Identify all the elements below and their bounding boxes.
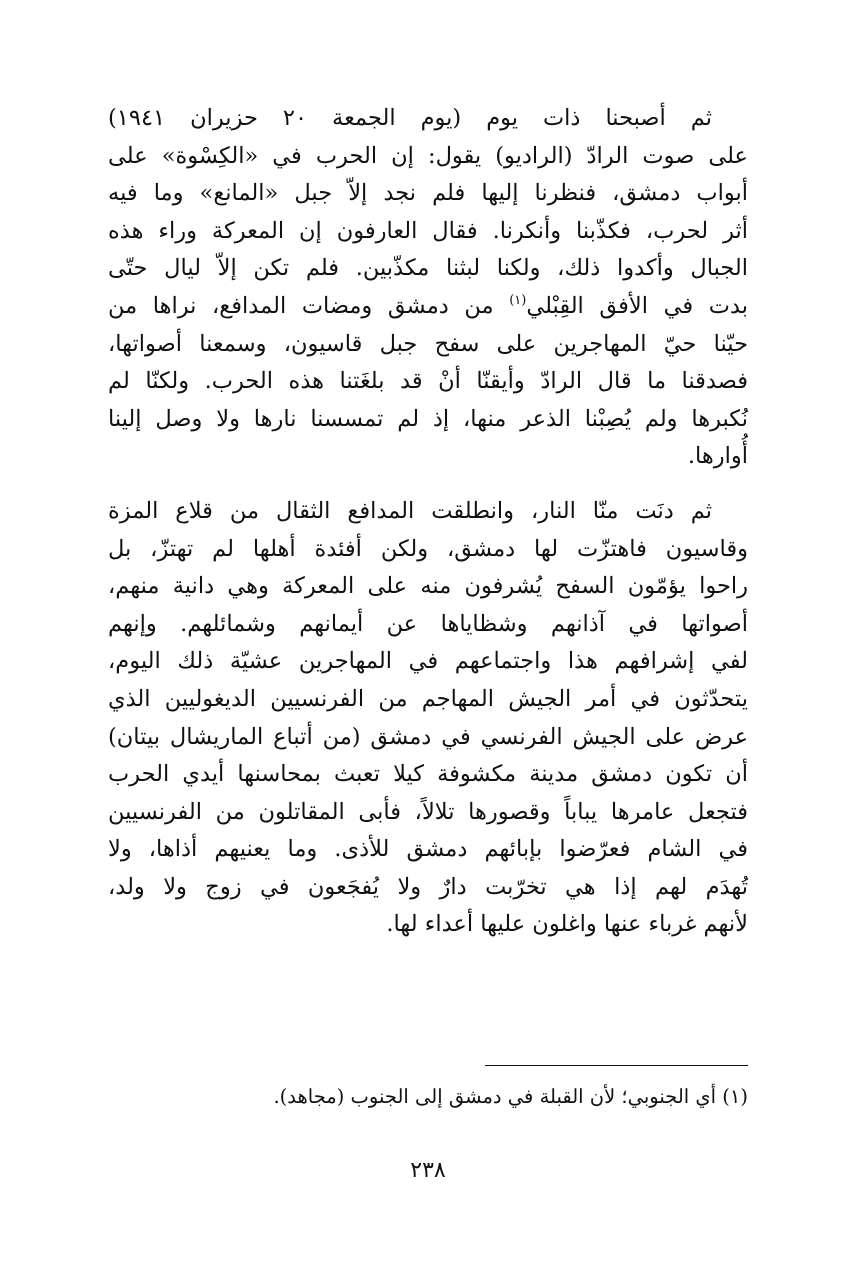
text-line: فتجعل عامرها يباباً وقصورها تلالاً، فأبى المقاتلون من الفرنسيين <box>108 798 748 825</box>
text-line: لأنهم غرباء عنها واغلون عليها أعداء لها. <box>386 911 748 938</box>
text-line: أثر لحرب، فكذّبنا وأنكرنا. فقال العارفون إن المعركة وراء هذه <box>108 217 748 244</box>
paragraph-1 <box>108 100 748 476</box>
text-line: ثم دنَت منّا النار، وانطلقت المدافع الثقال من قلاع المزة <box>108 497 712 524</box>
footnote-reference: (١) <box>509 292 527 308</box>
text-line: فصدقنا ما قال الرادّ وأيقنّا أنْ قد بلغَتنا هذه الحرب. ولكنّا لم <box>108 368 748 395</box>
text-line: تُهدَم لهم إذا هي تخرّبت دارٌ ولا يُفجَعون في زوج ولا ولد، <box>108 873 748 900</box>
book-page <box>108 100 748 1200</box>
text-line: حيّنا حيّ المهاجرين على سفح جبل قاسيون، وسمعنا أصواتها، <box>108 330 748 357</box>
text-line: أصواتها في آذانهم وشظاياها عن أيمانهم وشمائلهم. وإنهم <box>108 610 748 637</box>
text-line: أبواب دمشق، فنظرنا إليها فلم نجد إلاّ جبل «المانع» وما فيه <box>108 180 748 207</box>
text-line <box>108 288 748 326</box>
text-line: في الشام فعرّضوا بإبائهم دمشق للأذى. وما يعنيهم أذاها، ولا <box>108 836 748 863</box>
text-line: عرض على الجيش الفرنسي في دمشق (من أتباع الماريشال بيتان) <box>108 723 748 750</box>
page-number: ٢٣٨ <box>410 1158 446 1183</box>
footnote-divider <box>485 1065 748 1066</box>
text-line: على صوت الرادّ (الراديو) يقول: إن الحرب في «الكِسْوة» على <box>108 142 748 169</box>
body-text <box>108 100 748 944</box>
text-line: نُكبرها ولم يُصِبْنا الذعر منها، إذ لم تمسسنا نارها ولا وصل إلينا <box>108 405 748 432</box>
text-line: أن تكون دمشق مدينة مكشوفة كيلا تعبث بمحاسنها أيدي الحرب <box>108 761 748 788</box>
footnote: (١) أي الجنوبي؛ لأن القبلة في دمشق إلى الجنوب (مجاهد). <box>273 1085 748 1108</box>
text-line: ثم أصبحنا ذات يوم (يوم الجمعة ٢٠ حزيران ١٩٤١) <box>108 105 712 131</box>
text-line: وقاسيون فاهتزّت لها دمشق، ولكن أفئدة أهلها لم تهتزّ، بل <box>108 535 748 562</box>
text-line: راحوا يؤمّون السفح يُشرفون منه على المعركة وهي دانية منهم، <box>108 573 748 600</box>
text-line: لفي إشرافهم هذا واجتماعهم في المهاجرين عشيّة ذلك اليوم، <box>108 648 748 675</box>
text-line: الجبال وأكدوا ذلك، ولكنا لبثنا مكذّبين. فلم تكن إلاّ ليال حتّى <box>108 255 748 282</box>
text-segment: من دمشق ومضات المدافع، نراها من <box>108 292 494 319</box>
text-line: أُوارها. <box>687 443 748 470</box>
paragraph-2 <box>108 493 748 944</box>
text-segment: بدت في الأفق القِبْلي <box>526 292 748 319</box>
text-line: يتحدّثون في أمر الجيش المهاجم من الفرنسيين الديغوليين الذي <box>108 685 748 712</box>
